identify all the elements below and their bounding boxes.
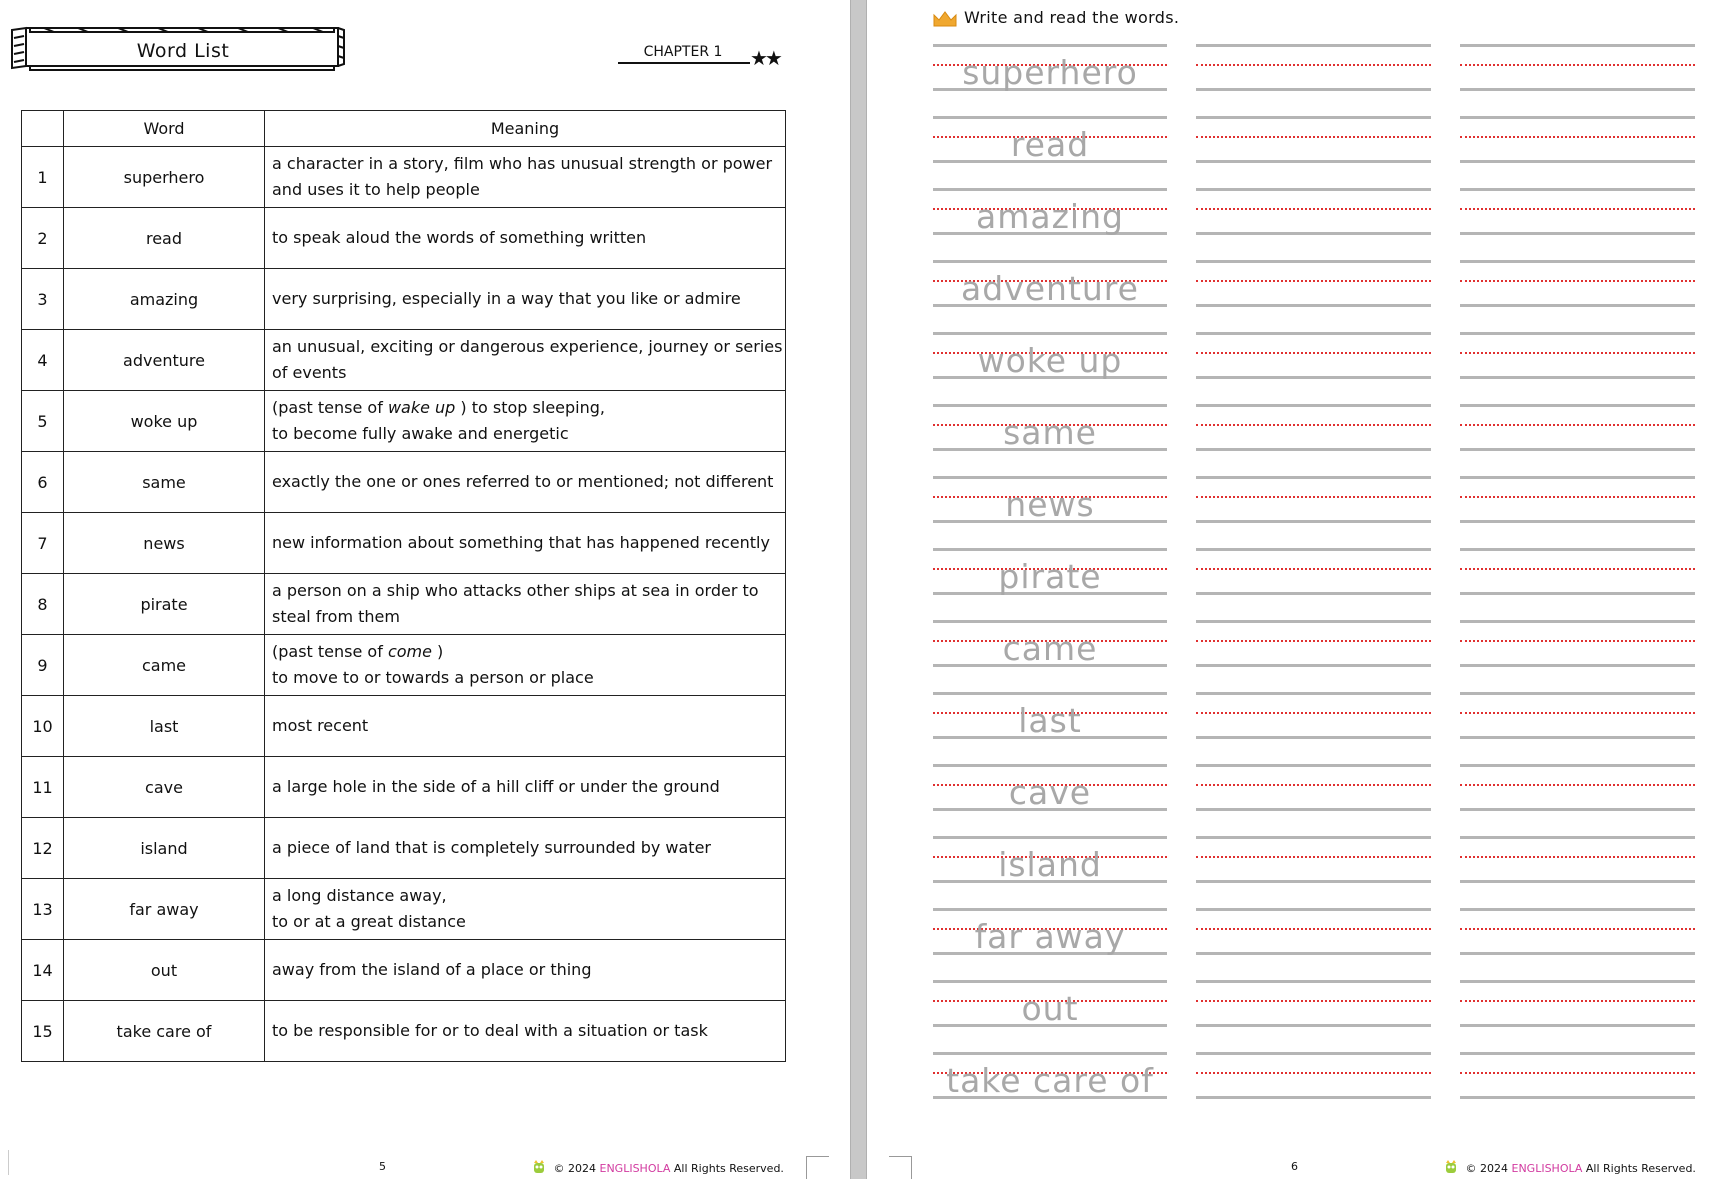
header-number xyxy=(22,111,64,147)
row-meaning xyxy=(265,940,786,1001)
row-word: woke up xyxy=(64,391,265,452)
footer-brand: ENGLISHOLA xyxy=(1511,1162,1583,1175)
row-meaning xyxy=(265,391,786,452)
practice-row xyxy=(933,404,1703,476)
trace-cell xyxy=(933,548,1167,596)
trace-word: news xyxy=(1005,485,1095,524)
row-number: 4 xyxy=(22,330,64,391)
handwriting-guide-line xyxy=(1460,188,1695,191)
footer-brand: ENGLISHOLA xyxy=(599,1162,671,1175)
meaning-text: a large hole in the side of a hill cliff or under the ground xyxy=(272,777,720,796)
row-number: 8 xyxy=(22,574,64,635)
footer-right xyxy=(1444,1160,1696,1175)
handwriting-guide-line xyxy=(1460,208,1695,210)
row-word: read xyxy=(64,208,265,269)
trace-word: came xyxy=(1002,629,1098,668)
row-meaning xyxy=(265,330,786,391)
meaning-text: to speak aloud the words of something written xyxy=(272,228,647,247)
header-meaning: Meaning xyxy=(265,111,786,147)
table-row xyxy=(22,574,786,635)
writing-cell[interactable] xyxy=(1460,332,1695,380)
handwriting-guide-line xyxy=(1196,908,1431,911)
handwriting-guide-line xyxy=(933,44,1167,47)
trace-cell xyxy=(933,692,1167,740)
practice-row xyxy=(933,44,1703,116)
handwriting-guide-line xyxy=(1196,520,1431,523)
meaning-text: new information about something that has happened recently xyxy=(272,533,770,552)
trace-cell xyxy=(933,836,1167,884)
row-number: 11 xyxy=(22,757,64,818)
writing-cell[interactable] xyxy=(1460,980,1695,1028)
row-meaning xyxy=(265,147,786,208)
handwriting-guide-line xyxy=(1460,856,1695,858)
handwriting-guide-line xyxy=(1196,568,1431,570)
row-meaning xyxy=(265,879,786,940)
meaning-text: a character in a story, film who has unusual strength or power and uses it to help people xyxy=(272,154,773,199)
trace-word: out xyxy=(1021,989,1079,1028)
practice-row xyxy=(933,476,1703,548)
handwriting-guide-line xyxy=(1460,880,1695,883)
row-word: pirate xyxy=(64,574,265,635)
handwriting-guide-line xyxy=(1196,304,1431,307)
trace-word: pirate xyxy=(998,557,1102,596)
table-header-row xyxy=(22,111,786,147)
row-meaning xyxy=(265,757,786,818)
handwriting-guide-line xyxy=(1460,332,1695,335)
handwriting-guide-line xyxy=(1196,64,1431,66)
footer xyxy=(532,1160,784,1175)
row-number: 13 xyxy=(22,879,64,940)
handwriting-guide-line xyxy=(1460,1052,1695,1055)
handwriting-guide-line xyxy=(1196,448,1431,451)
page-number: 5 xyxy=(379,1160,386,1173)
trace-word: take care of xyxy=(946,1061,1154,1100)
handwriting-guide-line xyxy=(933,476,1167,479)
row-meaning xyxy=(265,818,786,879)
handwriting-guide-line xyxy=(1460,160,1695,163)
handwriting-guide-line xyxy=(1460,736,1695,739)
handwriting-guide-line xyxy=(1196,1096,1431,1099)
handwriting-guide-line xyxy=(1460,908,1695,911)
meaning-line2: to or at a great distance xyxy=(272,912,466,931)
meaning-text: a person on a ship who attacks other ships at sea in order to steal from them xyxy=(272,581,759,626)
row-word: news xyxy=(64,513,265,574)
meaning-suffix: ) to stop sleeping, xyxy=(455,398,605,417)
table-row xyxy=(22,513,786,574)
left-page xyxy=(0,0,850,1179)
handwriting-guide-line xyxy=(1460,808,1695,811)
writing-cell[interactable] xyxy=(1196,116,1431,164)
handwriting-guide-line xyxy=(1196,836,1431,839)
handwriting-guide-line xyxy=(1460,620,1695,623)
practice-row xyxy=(933,692,1703,764)
handwriting-guide-line xyxy=(933,836,1167,839)
row-number: 12 xyxy=(22,818,64,879)
handwriting-guide-line xyxy=(1460,568,1695,570)
handwriting-guide-line xyxy=(1460,784,1695,786)
handwriting-guide-line xyxy=(933,764,1167,767)
corner-mark xyxy=(806,1156,829,1179)
meaning-text: to be responsible for or to deal with a situation or task xyxy=(272,1021,708,1040)
page-edge-mark xyxy=(8,1150,9,1175)
handwriting-guide-line xyxy=(933,404,1167,407)
handwriting-guide-line xyxy=(1196,856,1431,858)
row-word: same xyxy=(64,452,265,513)
row-number: 10 xyxy=(22,696,64,757)
trace-cell xyxy=(933,404,1167,452)
row-word: came xyxy=(64,635,265,696)
writing-cell[interactable] xyxy=(1196,620,1431,668)
handwriting-guide-line xyxy=(1196,980,1431,983)
handwriting-guide-line xyxy=(1460,88,1695,91)
handwriting-guide-line xyxy=(1460,712,1695,714)
row-number: 6 xyxy=(22,452,64,513)
handwriting-guide-line xyxy=(1460,136,1695,138)
writing-cell[interactable] xyxy=(1196,548,1431,596)
handwriting-guide-line xyxy=(1196,664,1431,667)
row-meaning xyxy=(265,269,786,330)
writing-cell[interactable] xyxy=(1460,44,1695,92)
handwriting-guide-line xyxy=(933,908,1167,911)
row-word: superhero xyxy=(64,147,265,208)
handwriting-guide-line xyxy=(1196,260,1431,263)
practice-row xyxy=(933,836,1703,908)
trace-word: amazing xyxy=(976,197,1124,236)
handwriting-guide-line xyxy=(1196,880,1431,883)
handwriting-guide-line xyxy=(1460,304,1695,307)
handwriting-guide-line xyxy=(1460,1072,1695,1074)
title-banner xyxy=(8,24,346,72)
handwriting-guide-line xyxy=(1196,476,1431,479)
row-meaning xyxy=(265,452,786,513)
chapter-underline xyxy=(618,62,750,64)
handwriting-guide-line xyxy=(933,1052,1167,1055)
writing-cell[interactable] xyxy=(1196,332,1431,380)
trace-word: island xyxy=(998,845,1102,884)
handwriting-guide-line xyxy=(1460,548,1695,551)
row-word: take care of xyxy=(64,1001,265,1062)
handwriting-guide-line xyxy=(1460,44,1695,47)
writing-cell[interactable] xyxy=(1196,188,1431,236)
table-body xyxy=(22,147,786,1062)
handwriting-guide-line xyxy=(1460,980,1695,983)
handwriting-guide-line xyxy=(1460,1096,1695,1099)
writing-cell[interactable] xyxy=(1196,980,1431,1028)
footer-copyright: © 2024 xyxy=(1465,1162,1508,1175)
handwriting-guide-line xyxy=(1196,1072,1431,1074)
handwriting-guide-line xyxy=(1460,352,1695,354)
row-word: far away xyxy=(64,879,265,940)
trace-word: same xyxy=(1003,413,1097,452)
writing-cell[interactable] xyxy=(1460,116,1695,164)
handwriting-guide-line xyxy=(1196,352,1431,354)
writing-cell[interactable] xyxy=(1196,1052,1431,1100)
writing-cell[interactable] xyxy=(1460,188,1695,236)
handwriting-guide-line xyxy=(933,332,1167,335)
row-meaning xyxy=(265,635,786,696)
handwriting-guide-line xyxy=(1196,160,1431,163)
handwriting-guide-line xyxy=(1460,520,1695,523)
trace-cell xyxy=(933,332,1167,380)
trace-cell xyxy=(933,980,1167,1028)
table-row xyxy=(22,940,786,1001)
writing-cell[interactable] xyxy=(1460,404,1695,452)
handwriting-guide-line xyxy=(1196,1052,1431,1055)
handwriting-guide-line xyxy=(1460,952,1695,955)
handwriting-guide-line xyxy=(1196,332,1431,335)
row-number: 2 xyxy=(22,208,64,269)
handwriting-guide-line xyxy=(1196,376,1431,379)
row-number: 3 xyxy=(22,269,64,330)
practice-row xyxy=(933,620,1703,692)
writing-cell[interactable] xyxy=(1196,44,1431,92)
row-number: 5 xyxy=(22,391,64,452)
mascot-icon xyxy=(532,1160,546,1174)
handwriting-guide-line xyxy=(1196,640,1431,642)
trace-cell xyxy=(933,476,1167,524)
row-word: amazing xyxy=(64,269,265,330)
writing-cell[interactable] xyxy=(1196,764,1431,812)
writing-cell[interactable] xyxy=(1460,1052,1695,1100)
table-row xyxy=(22,818,786,879)
writing-cell[interactable] xyxy=(1196,692,1431,740)
row-word: island xyxy=(64,818,265,879)
row-number: 7 xyxy=(22,513,64,574)
writing-cell[interactable] xyxy=(1460,548,1695,596)
handwriting-guide-line xyxy=(1460,1024,1695,1027)
trace-cell xyxy=(933,908,1167,956)
row-number: 9 xyxy=(22,635,64,696)
handwriting-guide-line xyxy=(1196,404,1431,407)
writing-cell[interactable] xyxy=(1460,836,1695,884)
table-row xyxy=(22,269,786,330)
row-meaning xyxy=(265,208,786,269)
trace-cell xyxy=(933,620,1167,668)
meaning-prefix: (past tense of xyxy=(272,642,388,661)
table-row xyxy=(22,147,786,208)
handwriting-guide-line xyxy=(1460,692,1695,695)
writing-cell[interactable] xyxy=(1460,692,1695,740)
row-meaning xyxy=(265,574,786,635)
trace-cell xyxy=(933,116,1167,164)
writing-cell[interactable] xyxy=(1460,476,1695,524)
handwriting-guide-line xyxy=(1460,376,1695,379)
footer-copyright: © 2024 xyxy=(553,1162,596,1175)
page-number-right: 6 xyxy=(1291,1160,1298,1173)
trace-cell xyxy=(933,188,1167,236)
handwriting-guide-line xyxy=(1196,692,1431,695)
handwriting-guide-line xyxy=(1460,764,1695,767)
meaning-text: very surprising, especially in a way that you like or admire xyxy=(272,289,741,308)
row-word: adventure xyxy=(64,330,265,391)
writing-cell[interactable] xyxy=(1460,260,1695,308)
chapter-stars-icon: ★★ xyxy=(750,46,780,70)
meaning-prefix: (past tense of xyxy=(272,398,388,417)
meaning-emphasis: wake up xyxy=(387,398,456,417)
meaning-line2: to move to or towards a person or place xyxy=(272,668,594,687)
trace-word: far away xyxy=(974,917,1126,956)
practice-row xyxy=(933,188,1703,260)
writing-cell[interactable] xyxy=(1196,836,1431,884)
meaning-text: an unusual, exciting or dangerous experience, journey or series of events xyxy=(272,337,783,382)
table-row xyxy=(22,879,786,940)
handwriting-guide-line xyxy=(933,116,1167,119)
trace-word: last xyxy=(1018,701,1082,740)
practice-row xyxy=(933,764,1703,836)
row-number: 14 xyxy=(22,940,64,1001)
handwriting-guide-line xyxy=(1460,664,1695,667)
meaning-text: exactly the one or ones referred to or mentioned; not different xyxy=(272,472,774,491)
row-meaning xyxy=(265,513,786,574)
header-word: Word xyxy=(64,111,265,147)
meaning-text: away from the island of a place or thing xyxy=(272,960,592,979)
practice-row xyxy=(933,260,1703,332)
table-row xyxy=(22,635,786,696)
row-word: cave xyxy=(64,757,265,818)
handwriting-guide-line xyxy=(1196,280,1431,282)
handwriting-guide-line xyxy=(1196,1000,1431,1002)
meaning-emphasis: come xyxy=(387,642,432,661)
handwriting-guide-line xyxy=(933,980,1167,983)
practice-row xyxy=(933,332,1703,404)
trace-word: woke up xyxy=(977,341,1123,380)
writing-cell[interactable] xyxy=(1460,764,1695,812)
handwriting-guide-line xyxy=(1196,784,1431,786)
writing-cell[interactable] xyxy=(1196,908,1431,956)
handwriting-guide-line xyxy=(933,620,1167,623)
trace-word: adventure xyxy=(961,269,1139,308)
handwriting-guide-line xyxy=(1196,548,1431,551)
handwriting-guide-line xyxy=(1196,952,1431,955)
row-word: last xyxy=(64,696,265,757)
trace-cell xyxy=(933,44,1167,92)
row-word: out xyxy=(64,940,265,1001)
table-row xyxy=(22,696,786,757)
handwriting-guide-line xyxy=(1196,232,1431,235)
handwriting-guide-line xyxy=(1196,188,1431,191)
row-meaning xyxy=(265,1001,786,1062)
writing-cell[interactable] xyxy=(1196,404,1431,452)
handwriting-guide-line xyxy=(1196,808,1431,811)
handwriting-guide-line xyxy=(1460,424,1695,426)
practice-row xyxy=(933,548,1703,620)
practice-row xyxy=(933,980,1703,1052)
table-row xyxy=(22,330,786,391)
row-number: 1 xyxy=(22,147,64,208)
handwriting-guide-line xyxy=(1460,476,1695,479)
mascot-icon xyxy=(1444,1160,1458,1174)
trace-word: cave xyxy=(1008,773,1092,812)
table-row xyxy=(22,452,786,513)
trace-cell xyxy=(933,1052,1167,1100)
handwriting-guide-line xyxy=(1196,136,1431,138)
corner-mark xyxy=(889,1156,912,1179)
meaning-text: a piece of land that is completely surrounded by water xyxy=(272,838,711,857)
trace-cell xyxy=(933,260,1167,308)
footer-rights: All Rights Reserved. xyxy=(1585,1162,1696,1175)
handwriting-guide-line xyxy=(1460,260,1695,263)
handwriting-guide-line xyxy=(1196,424,1431,426)
table-row xyxy=(22,1001,786,1062)
handwriting-guide-line xyxy=(1460,404,1695,407)
meaning-text: most recent xyxy=(272,716,369,735)
meaning-text: a long distance away, xyxy=(272,886,447,905)
handwriting-guide-line xyxy=(1460,232,1695,235)
handwriting-guide-line xyxy=(1196,736,1431,739)
trace-word: superhero xyxy=(962,53,1138,92)
handwriting-guide-line xyxy=(1460,448,1695,451)
page-gutter xyxy=(850,0,867,1179)
chapter-label: CHAPTER 1 xyxy=(643,44,723,60)
handwriting-guide-line xyxy=(1196,712,1431,714)
handwriting-guide-line xyxy=(1460,64,1695,66)
writing-cell[interactable] xyxy=(1460,908,1695,956)
handwriting-guide-line xyxy=(1196,764,1431,767)
handwriting-guide-line xyxy=(1460,280,1695,282)
row-number: 15 xyxy=(22,1001,64,1062)
handwriting-guide-line xyxy=(1196,592,1431,595)
handwriting-guide-line xyxy=(1196,88,1431,91)
meaning-line2: to become fully awake and energetic xyxy=(272,424,569,443)
row-meaning xyxy=(265,696,786,757)
handwriting-guide-line xyxy=(933,548,1167,551)
handwriting-guide-line xyxy=(1196,44,1431,47)
instruction-text: Write and read the words. xyxy=(964,8,1180,27)
trace-word: read xyxy=(1010,125,1090,164)
handwriting-guide-line xyxy=(1460,640,1695,642)
handwriting-guide-line xyxy=(1460,928,1695,930)
table-row xyxy=(22,391,786,452)
writing-cell[interactable] xyxy=(1196,260,1431,308)
writing-cell[interactable] xyxy=(1460,620,1695,668)
handwriting-guide-line xyxy=(1460,1000,1695,1002)
practice-row xyxy=(933,908,1703,980)
practice-row xyxy=(933,116,1703,188)
handwriting-guide-line xyxy=(1196,496,1431,498)
handwriting-guide-line xyxy=(1460,116,1695,119)
meaning-suffix: ) xyxy=(431,642,444,661)
handwriting-guide-line xyxy=(1460,592,1695,595)
writing-cell[interactable] xyxy=(1196,476,1431,524)
practice-grid xyxy=(933,44,1703,1124)
handwriting-guide-line xyxy=(1196,208,1431,210)
word-list-table xyxy=(21,110,786,1062)
handwriting-guide-line xyxy=(933,260,1167,263)
table-row xyxy=(22,208,786,269)
handwriting-guide-line xyxy=(933,692,1167,695)
trace-cell xyxy=(933,764,1167,812)
practice-row xyxy=(933,1052,1703,1124)
table-row xyxy=(22,757,786,818)
crown-icon xyxy=(932,10,958,28)
handwriting-guide-line xyxy=(1196,1024,1431,1027)
handwriting-guide-line xyxy=(1460,836,1695,839)
footer-rights: All Rights Reserved. xyxy=(673,1162,784,1175)
handwriting-guide-line xyxy=(1196,620,1431,623)
handwriting-guide-line xyxy=(1460,496,1695,498)
handwriting-guide-line xyxy=(1196,116,1431,119)
handwriting-guide-line xyxy=(933,188,1167,191)
handwriting-guide-line xyxy=(1196,928,1431,930)
page-title: Word List xyxy=(136,40,230,62)
